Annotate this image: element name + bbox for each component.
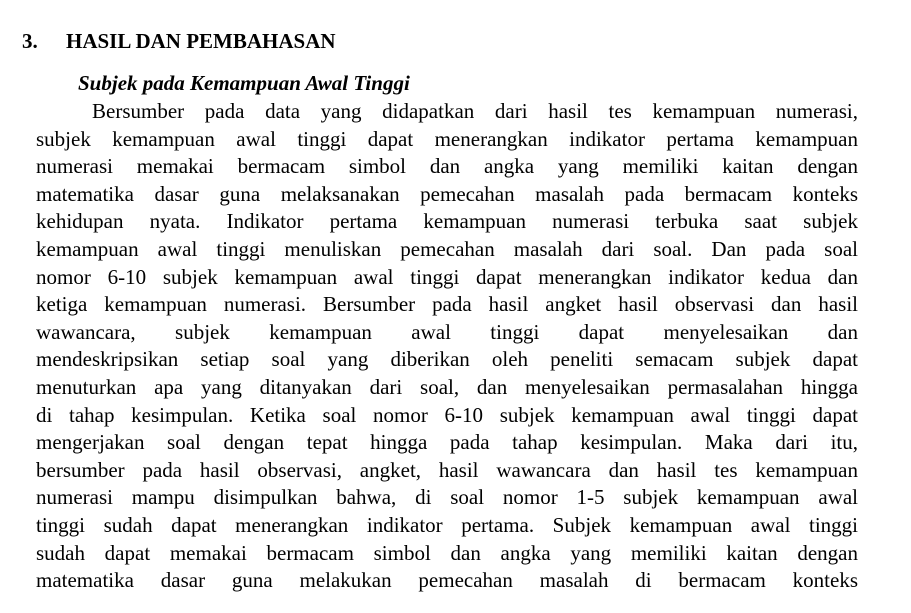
paragraph-line: menuturkan apa yang ditanyakan dari soal, dan menyelesaikan permasalahan hingga xyxy=(36,374,858,399)
paragraph-line: sudah dapat memakai bermacam simbol dan angka yang memiliki kaitan dengan xyxy=(36,540,858,565)
paragraph-line: bersumber pada hasil observasi, angket, hasil wawancara dan hasil tes kemampuan xyxy=(36,457,858,482)
subsection-title: Subjek pada Kemampuan Awal Tinggi xyxy=(78,71,410,95)
body-paragraph xyxy=(36,98,858,595)
paragraph-line: nomor 6-10 subjek kemampuan awal tinggi dapat menerangkan indikator kedua dan xyxy=(36,264,858,289)
paragraph-line: numerasi mampu disimpulkan bahwa, di soal nomor 1-5 subjek kemampuan awal xyxy=(36,485,858,510)
paragraph-line: subjek kemampuan awal tinggi dapat menerangkan indikator pertama kemampuan xyxy=(36,126,858,151)
paragraph-line: matematika dasar guna melakukan pemecahan masalah di bermacam konteks xyxy=(36,568,858,593)
paragraph-line: matematika dasar guna melaksanakan pemecahan masalah pada bermacam konteks xyxy=(36,181,858,206)
paragraph-line: mendeskripsikan setiap soal yang diberikan oleh peneliti semacam subjek dapat xyxy=(36,347,858,372)
paragraph-line: kehidupan nyata. Indikator pertama kemampuan numerasi terbuka saat subjek xyxy=(36,209,858,234)
paragraph-line: wawancara, subjek kemampuan awal tinggi dapat menyelesaikan dan xyxy=(36,319,858,344)
paragraph-line: di tahap kesimpulan. Ketika soal nomor 6-10 subjek kemampuan awal tinggi dapat xyxy=(36,402,858,427)
paragraph-line: kemampuan awal tinggi menuliskan pemecahan masalah dari soal. Dan pada soal xyxy=(36,236,858,261)
section-number: 3. xyxy=(22,29,38,53)
paragraph-line: mengerjakan soal dengan tepat hingga pada tahap kesimpulan. Maka dari itu, xyxy=(36,430,858,455)
section-heading xyxy=(22,27,336,55)
paragraph-line: numerasi memakai bermacam simbol dan angka yang memiliki kaitan dengan xyxy=(36,154,858,179)
paragraph-line: Bersumber pada data yang didapatkan dari hasil tes kemampuan numerasi, xyxy=(92,99,858,123)
section-title: HASIL DAN PEMBAHASAN xyxy=(66,29,336,53)
paragraph-line: tinggi sudah dapat menerangkan indikator pertama. Subjek kemampuan awal tinggi xyxy=(36,512,858,537)
paragraph-line: ketiga kemampuan numerasi. Bersumber pada hasil angket hasil observasi dan hasil xyxy=(36,292,858,317)
